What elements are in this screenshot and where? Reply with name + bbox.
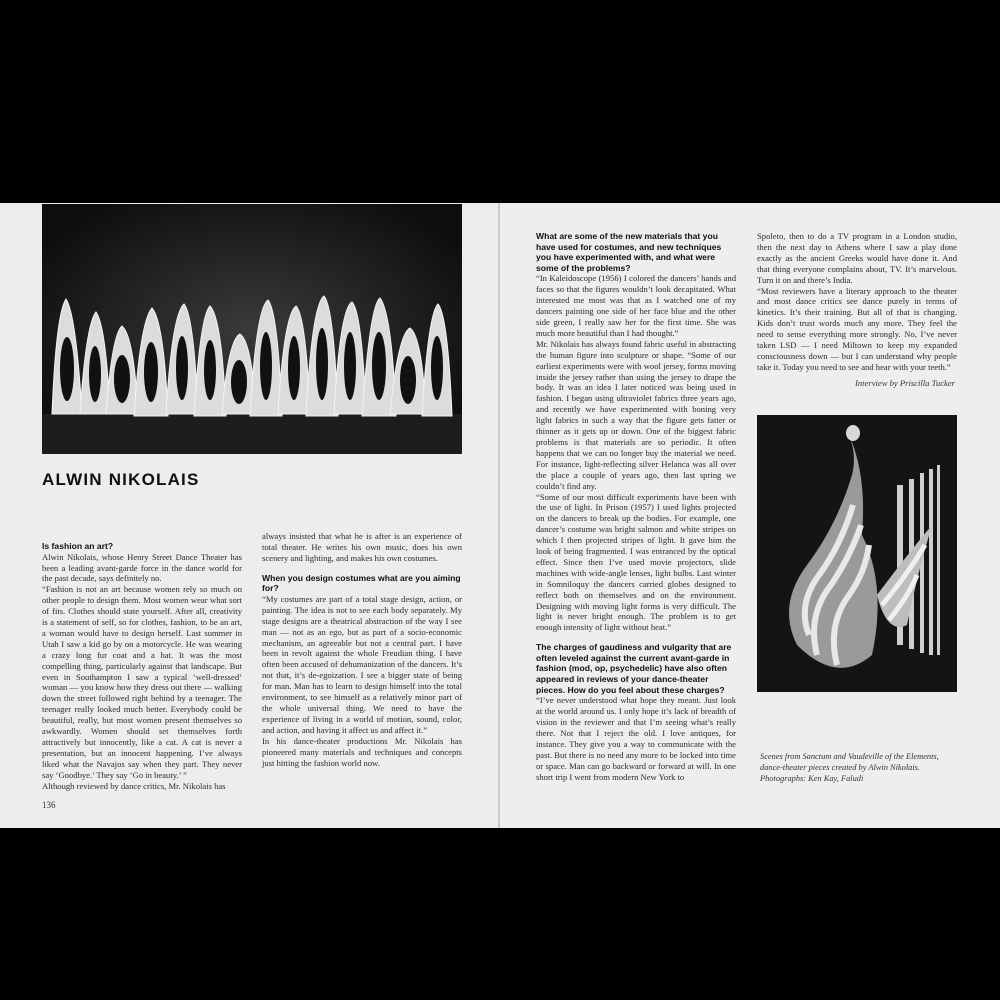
question-heading: The charges of gaudiness and vulgarity that are often leveled against the current avant-garde in fashion (mod, op, psychedelic) have also often appeared in reviews of your dance-theater pieces. How do you feel about these charges? (536, 642, 732, 695)
body-paragraph: Mr. Nikolais has always found fabric useful in abstracting the human figure into sculpture or shape. “Some of our earliest experiments were with wool jersey, forms moving inside the jersey rather than using the jersey to drape the body. It was an idea I later noticed was being used in fashion. I began using ultraviolet fabrics three years ago, and recently we have experimented with boning very light fabrics in such a way that the figure gets fatter or thinner as it gets up or down. One of the biggest fabric problems is that materials are so periodic. It often happens that we can no longer buy the material we need. For instance, light-reflecting silver Helanca was all over the place a couple of years ago, then last spring we couldn’t find any. (536, 338, 736, 491)
dancer-illustration (757, 415, 957, 692)
body-paragraph: “Some of our most difficult experiments have been with the use of light. In Prison (1957) I used lights projected on the dancers to break up the bodies. For example, one dancer’s costume was bright salmon and white stripes on which I then projected stripes of light. It gave him the look of being fragmented. I was entranced by the optical effect. Since then I’ve used movie projectors, slide machines with wide-angle lenses, light bulbs. Last winter in Somniloquy the dancers carried globes designed to reflect both on themselves and on the environment. Designing with moving light forms is very difficult. The light is never bright enough. The problem is to get enough intensity of light without heat.” (536, 491, 736, 633)
question-heading: What are some of the new materials that you have used for costumes, and new techniques you have experimented with, and what were some of the problems? (536, 231, 722, 273)
interview-credit: Interview by Priscilla Tucker (855, 378, 955, 388)
caption-line: Scenes from Sanctum and Vaudeville of the Elements, (760, 752, 939, 761)
body-paragraph: Although reviewed by dance critics, Mr. Nikolais has (42, 780, 226, 791)
left-column-2 (262, 531, 462, 768)
caption-line: Photographs: Ken Kay, Faludi (760, 774, 864, 783)
body-paragraph: “In Kaleidoscope (1956) I colored the dancers’ hands and faces so that the figures wouldn’t look decapitated. What interested me most was that as I watched one of my dancers painting one side of her face blue and the other side green, I really saw her for the first time. She was much more beautiful than I had thought.” (536, 273, 736, 338)
left-column-1 (42, 541, 242, 792)
body-paragraph: always insisted that what he is after is an experience of total theater. He writes his own music, does his own scenery and lighting, and makes his own costumes. (262, 531, 462, 563)
caption-line: dance-theater pieces created by Alwin Nikolais. (760, 763, 921, 772)
body-paragraph: “Most reviewers have a literary approach to the theater and most dance critics see dance purely in terms of kinetics. It’s their training. But all of that is changing. Kids don’t trust words much any more. They feel the need to sense everything more strongly. No, I’ve never taken LSD — I need Miltown to keep my expanded consciousness down — but I can understand why people take it. Today you need to see and hear with your teeth.” (757, 285, 957, 372)
right-column-1 (536, 231, 736, 783)
body-paragraph: “My costumes are part of a total stage design, action, or painting. The idea is not to see each body separately. My stage designs are a theatrical abstraction of the way I see man — not as an ego, but as part of a socio-economic mechanism, an agreeable but not a central part. I have been in revolt against the whole Freudian thing. I have often been accused of dehumanization of the dancers. It’s not that, it’s de-egoization. I see a bigger state of being for man. Man has to learn to design himself into the total environment, to see himself as a relatively minor part of the whole universal thing. We need to have the experience of living in a world of motion, sound, color, and action, and having it affect us and affect it.” (262, 593, 462, 735)
body-paragraph: Spoleto, then to do a TV program in a London studio, then the next day to Athens where I saw a play done exactly as the ancient Greeks would have done it. And that thing everyone complains about, TV. It’s marvelous. Turn it on and there’s India. (757, 231, 957, 285)
body-paragraph: “Fashion is not an art because women rely so much on other people to design them. Most women wear what sort of fits. Clothes should state yourself. After all, creativity is a statement of self, so for clothes, fashion, to be an art, a woman would have to design herself. Last summer in Utah I saw a kid go by on a motorcycle. He was wearing a crazy long fur coat and a hat. It was the most compelling thing, particularly against that landscape. But even in Southampton I saw a typical ‘well-dressed’ woman — you know how they dress out there — walking down the street followed right behind by a teenager. The teenager really looked much better. Everybody could be beautiful, really, but most women present themselves so awkwardly. Women should set themselves forth attractively but innocently, like a cat. A cat is never a presentation, but an innocent happening. I’ve always liked what the Navajos say when they part. They never say ‘Goodbye.’ They say ‘Go in beauty.’ ” (42, 584, 242, 780)
right-column-2 (757, 231, 957, 373)
body-paragraph: In his dance-theater productions Mr. Nikolais has pioneered many materials and techniques and concepts just hitting the fashion world now. (262, 735, 462, 768)
article-title: ALWIN NIKOLAIS (42, 470, 200, 489)
page-number: 136 (42, 800, 56, 810)
dancer-photo (757, 415, 957, 692)
dancers-row-photo (42, 204, 462, 454)
body-paragraph: Alwin Nikolais, whose Henry Street Dance Theater has been a leading avant-garde force in the dance world for the past decade, says definitely no. (42, 551, 242, 584)
body-paragraph: “I’ve never understood what hope they meant. Just look at the world around us. I only hope it’s lack of breadth of vision in the reviewer and that I’m seeing what’s really there. Not that I reject the old. I love antiques, for instance. They give you a way to communicate with the past. But there is no need any more to be locked into time or space. Man can go backward or forward at will. In one short trip I went from modern New York to (536, 695, 736, 782)
dancers-row-illustration (42, 204, 462, 454)
photo-caption (760, 751, 939, 784)
question-heading: When you design costumes what are you aiming for? (262, 572, 461, 594)
question-heading: Is fashion an art? (42, 541, 114, 551)
